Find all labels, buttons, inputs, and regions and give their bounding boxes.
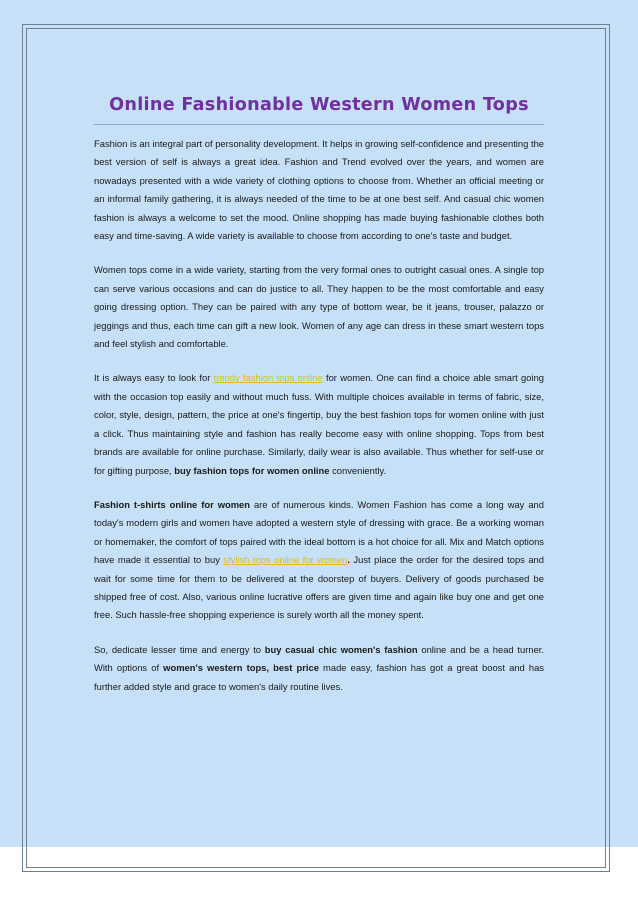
paragraph-3-text-b: for women. One can find a choice able smart going with the occasion top easily and without much fuss. With multiple choices available in terms of fabric, size, color, style, design, pattern, the price at one's fingertip, buy the best fashion tops for women online with just a click. Thus maintaining style and fashion has really become easy with online shopping. Tops from best brands are available for online purchase. Similarly, daily wear is also available. Thus whether for self-use or for gifting purpose, — [94, 372, 544, 476]
paragraph-4 — [94, 496, 544, 625]
paragraph-5 — [94, 641, 544, 696]
document-body — [94, 88, 544, 712]
paragraph-3-text-a: It is always easy to look for — [94, 372, 214, 384]
trendy-fashion-tops-link[interactable]: trendy fashion tops online — [213, 372, 323, 384]
paragraph-4-text-a: are of numerous kinds. Women Fashion has come a long way and today's modern girls and women have adopted a western style of dressing with grace. Be a working woman or homemaker, the comfort of tops paired with the ideal bottom is a hot choice for all. Mix and Match options have made it essential to buy — [94, 498, 544, 566]
paragraph-5-text-a: So, dedicate lesser time and energy to — [94, 643, 265, 655]
paragraph-3 — [94, 369, 544, 479]
paragraph-5-text-c: made easy, fashion has got a great boost and has further added style and grace to women's daily routine lives. — [94, 662, 544, 692]
paragraph-5-text-b: online and be a head turner. With options of — [94, 643, 544, 674]
paragraph-3-text-c: conveniently. — [329, 464, 387, 476]
paragraph-4-text-b: Just place the order for the desired tops and wait for some time for them to be delivered at the doorstep of buyers. Delivery of goods purchased be shipped free of cost. Also, various online lucrative offers are given time and again like buy one and get one free. Such hassle-free shopping experience is surely worth all the money spent. — [94, 554, 544, 621]
paragraph-5-bold-1: buy casual chic women's fashion — [264, 643, 418, 655]
page-title: Online Fashionable Western Women Tops — [109, 95, 529, 115]
paragraph-3-bold: buy fashion tops for women online — [174, 464, 330, 476]
title-divider — [94, 124, 544, 125]
paragraph-4-bold: Fashion t-shirts online for women — [94, 498, 250, 510]
stylish-tops-link[interactable]: stylish tops online for women — [223, 554, 348, 566]
paragraph-1: Fashion is an integral part of personality development. It helps in growing self-confidence and presenting the best version of self is always a great idea. Fashion and Trend evolved over the years, and women are nowadays presented with a wide variety of clothing options to choose from. Whether an official meeting or an informal family gathering, it is always needed of the time to be at one best self. And casual chic women fashion is always a welcome to set the mood. Online shopping has made buying fashionable clothes both easy and time-saving. A wide variety is available to choose from according to one's taste and budget. — [94, 138, 544, 242]
paragraph-5-bold-2: women's western tops, best price — [163, 662, 319, 674]
paragraph-4-period: . — [347, 554, 350, 566]
paragraph-2: Women tops come in a wide variety, starting from the very formal ones to outright casual ones. A single top can serve various occasions and can do justice to all. They happen to be the most comfortable and easy going dressing option. They can be paired with any type of bottom wear, be it jeans, trouser, palazzo or jeggings and thus, each time can gift a new look. Women of any age can dress in these smart western tops and feel stylish and comfortable. — [94, 264, 544, 350]
